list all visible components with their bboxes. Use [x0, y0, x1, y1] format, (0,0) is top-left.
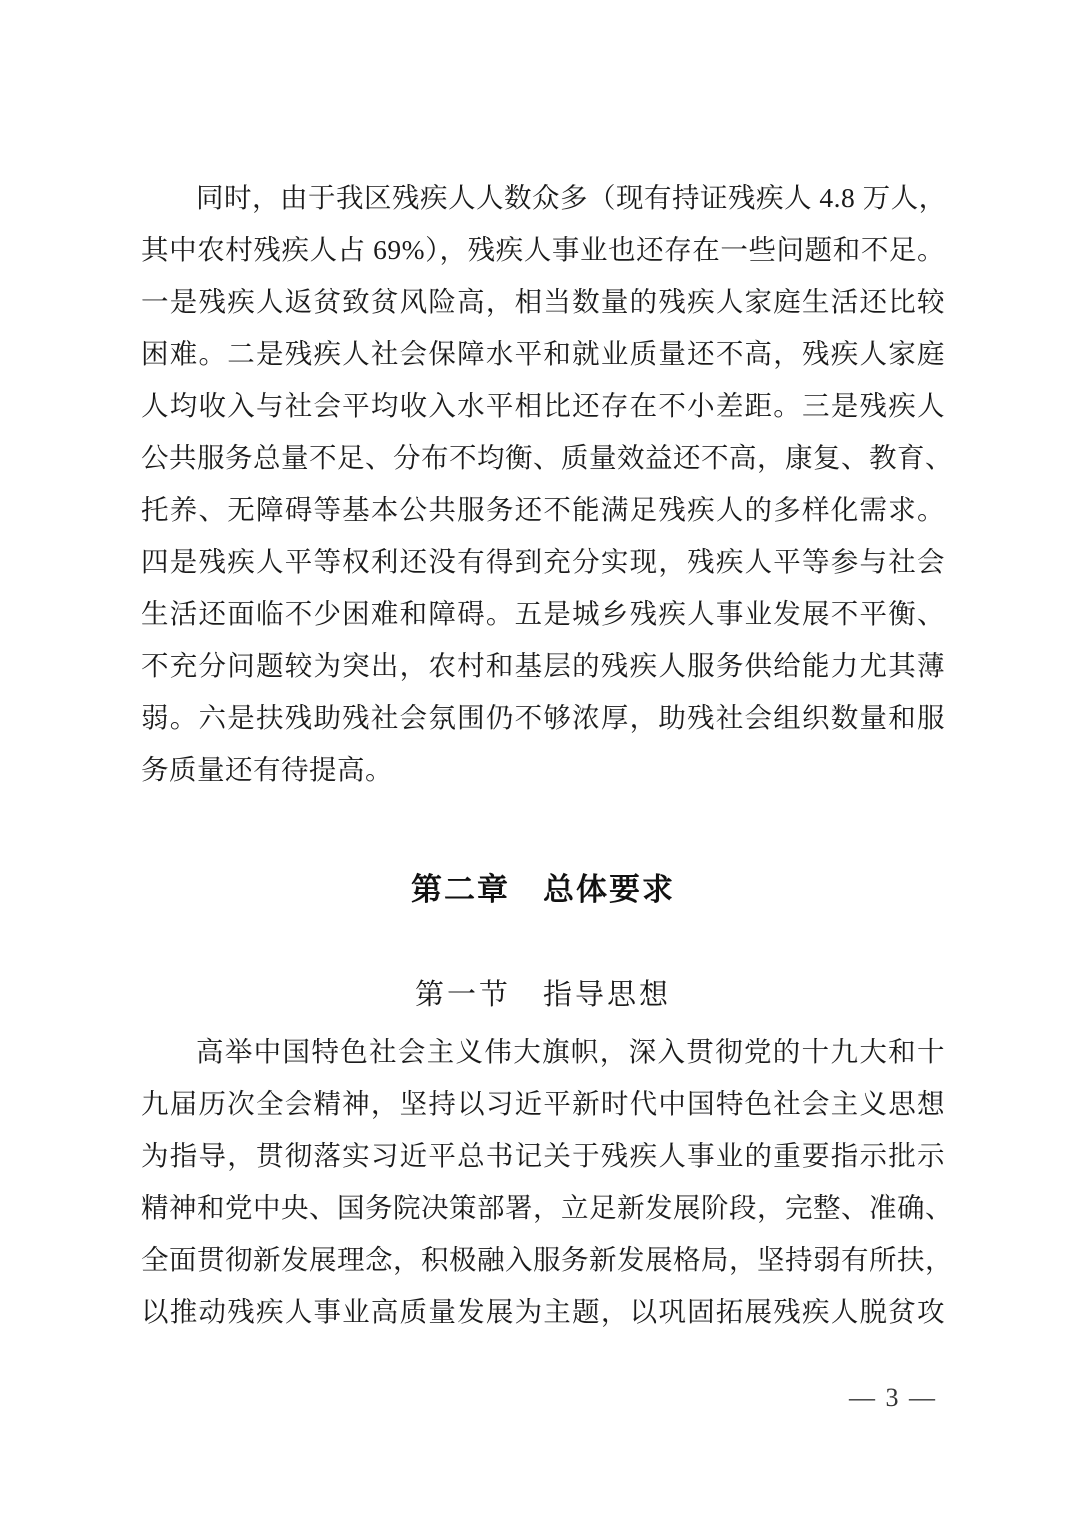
text-line: 托养、无障碍等基本公共服务还不能满足残疾人的多样化需求。 [141, 494, 945, 525]
paragraph-current-problems [141, 172, 953, 796]
text-line: 公共服务总量不足、分布不均衡、质量效益还不高，康复、教育、 [141, 442, 953, 473]
paragraph-guiding-ideology [141, 1026, 953, 1338]
text-line: 同时，由于我区残疾人人数众多（现有持证残疾人 4.8 万人， [196, 182, 947, 213]
page-content [141, 172, 953, 1424]
text-line: 人均收入与社会平均收入水平相比还存在不小差距。三是残疾人 [141, 390, 945, 421]
text-line: 全面贯彻新发展理念，积极融入服务新发展格局，坚持弱有所扶， [141, 1244, 953, 1275]
text-line: 弱。六是扶残助残社会氛围仍不够浓厚，助残社会组织数量和服 [141, 702, 945, 733]
text-line: 四是残疾人平等权利还没有得到充分实现，残疾人平等参与社会 [141, 546, 945, 577]
text-line: 其中农村残疾人占 69%），残疾人事业也还存在一些问题和不足。 [141, 234, 945, 265]
text-line: 高举中国特色社会主义伟大旗帜，深入贯彻党的十九大和十 [196, 1036, 945, 1067]
page-number: — 3 — [849, 1383, 937, 1412]
text-line: 不充分问题较为突出，农村和基层的残疾人服务供给能力尤其薄 [141, 650, 945, 681]
text-line: 务质量还有待提高。 [141, 754, 393, 785]
text-line: 九届历次全会精神，坚持以习近平新时代中国特色社会主义思想 [141, 1088, 945, 1119]
text-line: 困难。二是残疾人社会保障水平和就业质量还不高，残疾人家庭 [141, 338, 945, 369]
text-line: 精神和党中央、国务院决策部署，立足新发展阶段，完整、准确、 [141, 1192, 953, 1223]
text-line: 一是残疾人返贫致贫风险高，相当数量的残疾人家庭生活还比较 [141, 286, 945, 317]
text-line: 生活还面临不少困难和障碍。五是城乡残疾人事业发展不平衡、 [141, 598, 945, 629]
chapter-heading: 第二章 总体要求 [411, 872, 675, 907]
section-heading: 第一节 指导思想 [414, 979, 671, 1011]
text-line: 为指导，贯彻落实习近平总书记关于残疾人事业的重要指示批示 [141, 1140, 945, 1171]
text-line: 以推动残疾人事业高质量发展为主题，以巩固拓展残疾人脱贫攻 [141, 1296, 945, 1327]
